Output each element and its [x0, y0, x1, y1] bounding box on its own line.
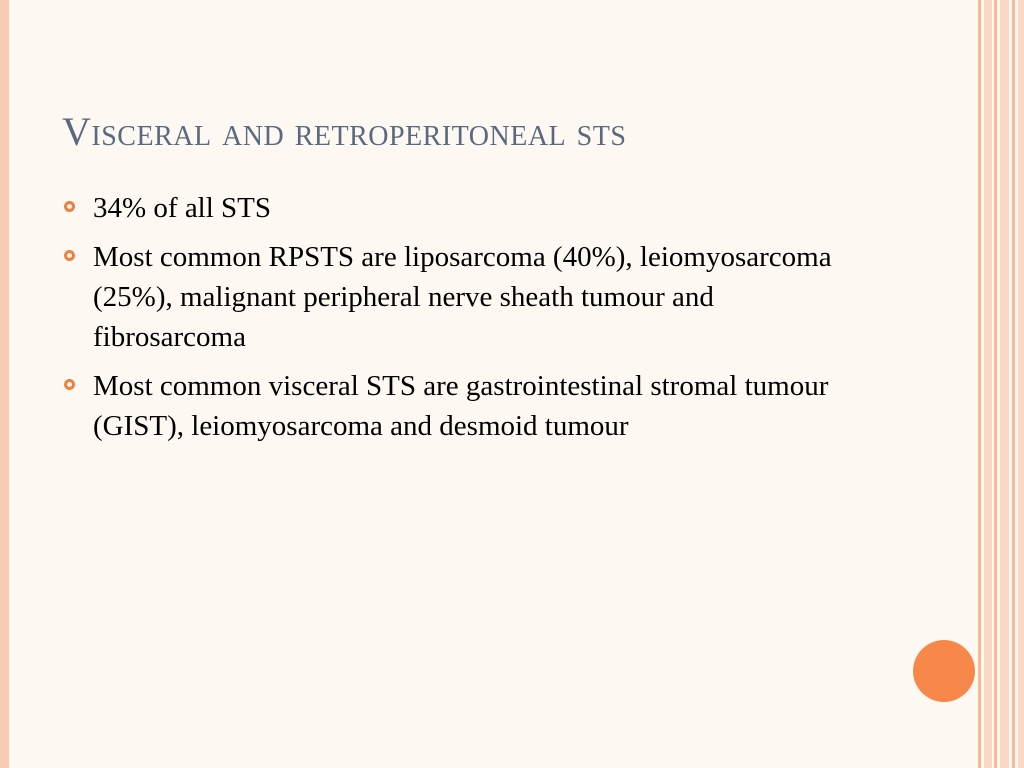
right-stripe-decoration: [1018, 0, 1024, 768]
right-stripe-decoration: [984, 0, 992, 768]
bullet-ring-icon: [64, 379, 75, 390]
bullet-text: Most common visceral STS are gastrointestinal stromal tumour (GIST), leiomyosarcoma and desmoid tumour: [93, 370, 829, 442]
bullet-item: [62, 188, 862, 228]
bullet-text: 34% of all STS: [93, 192, 272, 224]
right-stripe-decoration: [1000, 0, 1009, 768]
bullet-ring-icon: [64, 201, 75, 212]
bullet-item: [62, 237, 862, 357]
bullet-ring-icon: [64, 250, 75, 261]
right-stripe-decoration: [994, 0, 997, 768]
bullet-text: Most common RPSTS are liposarcoma (40%), leiomyosarcoma (25%), malignant peripheral nerve sheath tumour and fibrosarcoma: [93, 241, 832, 353]
right-stripe-decoration: [978, 0, 981, 768]
bullet-list: [62, 188, 862, 455]
orange-circle-decoration: [913, 640, 975, 702]
slide-title: Visceral and retroperitoneal sts: [62, 109, 627, 154]
bullet-item: [62, 366, 862, 446]
right-stripe-decoration: [1012, 0, 1015, 768]
left-border-decoration: [0, 0, 9, 768]
